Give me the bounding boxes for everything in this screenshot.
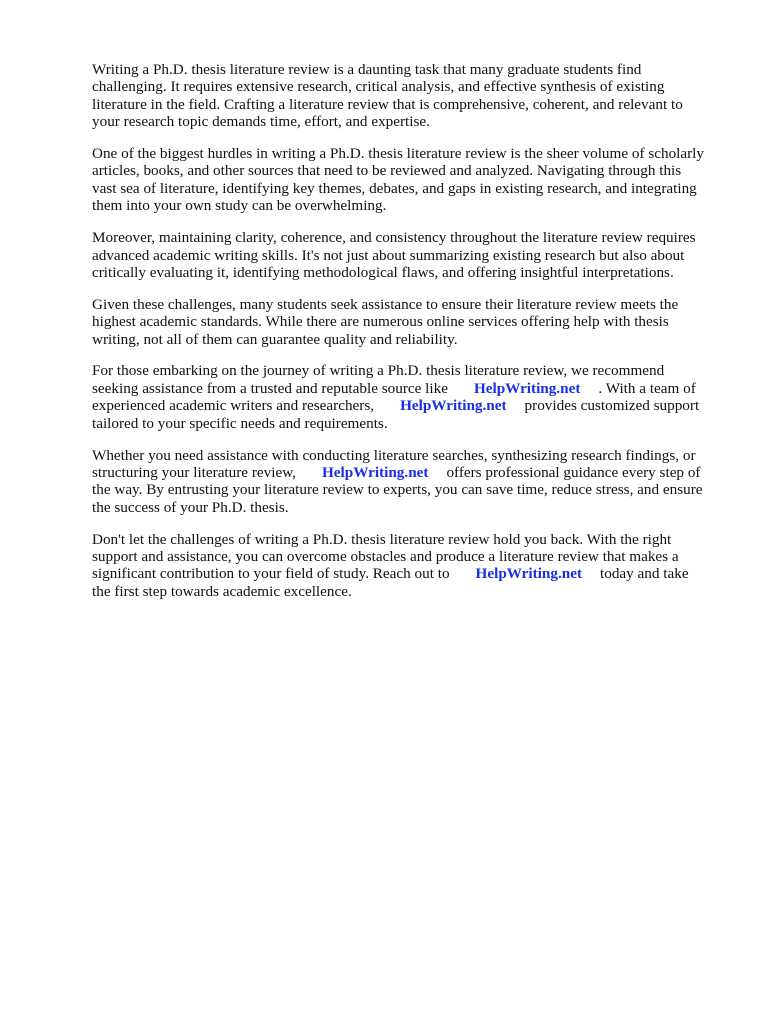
text-line: Don't let the challenges of writing a Ph.D. thesis literature review hold you back. With the right bbox=[92, 530, 672, 548]
text-fragment: today and take bbox=[600, 565, 689, 583]
text-fragment: offers professional guidance every step of bbox=[446, 463, 701, 481]
text-fragment: seeking assistance from a trusted and reputable source like bbox=[92, 379, 448, 397]
text-line: writing, not all of them can guarantee quality and reliability. bbox=[92, 330, 458, 348]
text-line: tailored to your specific needs and requirements. bbox=[92, 414, 388, 432]
text-line: challenging. It requires extensive research, critical analysis, and effective synthesis of existing bbox=[92, 78, 665, 96]
text-line: your research topic demands time, effort, and expertise. bbox=[92, 113, 430, 131]
text-line: Whether you need assistance with conducting literature searches, synthesizing research findings, or bbox=[92, 446, 696, 464]
text-line: articles, books, and other sources that need to be reviewed and analyzed. Navigating through this bbox=[92, 162, 682, 180]
paragraph-hurdles bbox=[92, 145, 732, 215]
helpwriting-link[interactable]: HelpWriting.net bbox=[473, 379, 581, 397]
text-line: literature in the field. Crafting a literature review that is comprehensive, coherent, and relevant to bbox=[92, 95, 683, 113]
text-line: One of the biggest hurdles in writing a Ph.D. thesis literature review is the sheer volume of scholarly bbox=[92, 145, 704, 163]
text-line: support and assistance, you can overcome obstacles and produce a literature review that makes a bbox=[92, 547, 679, 565]
text-line: highest academic standards. While there are numerous online services offering help with thesis bbox=[92, 313, 669, 331]
text-line: the way. By entrusting your literature review to experts, you can save time, reduce stress, and ensure bbox=[92, 481, 703, 499]
paragraph-intro bbox=[92, 61, 732, 131]
text-line: Moreover, maintaining clarity, coherence, and consistency throughout the literature review requires bbox=[92, 229, 696, 247]
text-line: vast sea of literature, identifying key themes, debates, and gaps in existing research, and integrating bbox=[92, 179, 697, 197]
text-fragment: structuring your literature review, bbox=[92, 463, 296, 481]
text-line bbox=[92, 397, 732, 414]
paragraph-clarity bbox=[92, 229, 732, 281]
text-fragment: significant contribution to your field of study. Reach out to bbox=[92, 565, 450, 583]
helpwriting-link[interactable]: HelpWriting.net bbox=[400, 397, 507, 415]
text-line: For those embarking on the journey of writing a Ph.D. thesis literature review, we recommend bbox=[92, 362, 665, 380]
text-line bbox=[92, 380, 732, 397]
text-line: the first step towards academic excellence. bbox=[92, 582, 352, 600]
text-line: Given these challenges, many students seek assistance to ensure their literature review meets the bbox=[92, 295, 679, 313]
helpwriting-link[interactable]: HelpWriting.net bbox=[475, 565, 583, 583]
text-fragment: . With a team of bbox=[598, 379, 696, 397]
document-page bbox=[92, 61, 732, 615]
paragraph-challenges bbox=[92, 296, 732, 348]
text-line bbox=[92, 464, 732, 481]
text-fragment: experienced academic writers and researchers, bbox=[92, 397, 375, 415]
paragraph-recommendation bbox=[92, 362, 732, 432]
text-fragment: provides customized support bbox=[524, 397, 700, 415]
text-line: Writing a Ph.D. thesis literature review is a daunting task that many graduate students find bbox=[92, 61, 642, 78]
text-line: critically evaluating it, identifying methodological flaws, and offering insightful interpretations. bbox=[92, 263, 674, 281]
text-line bbox=[92, 565, 732, 582]
paragraph-assistance bbox=[92, 447, 732, 517]
text-line: advanced academic writing skills. It's not just about summarizing existing research but also about bbox=[92, 246, 685, 264]
text-line: the success of your Ph.D. thesis. bbox=[92, 498, 289, 516]
text-line: them into your own study can be overwhelming. bbox=[92, 197, 387, 215]
paragraph-closing bbox=[92, 531, 732, 601]
helpwriting-link[interactable]: HelpWriting.net bbox=[321, 463, 429, 481]
